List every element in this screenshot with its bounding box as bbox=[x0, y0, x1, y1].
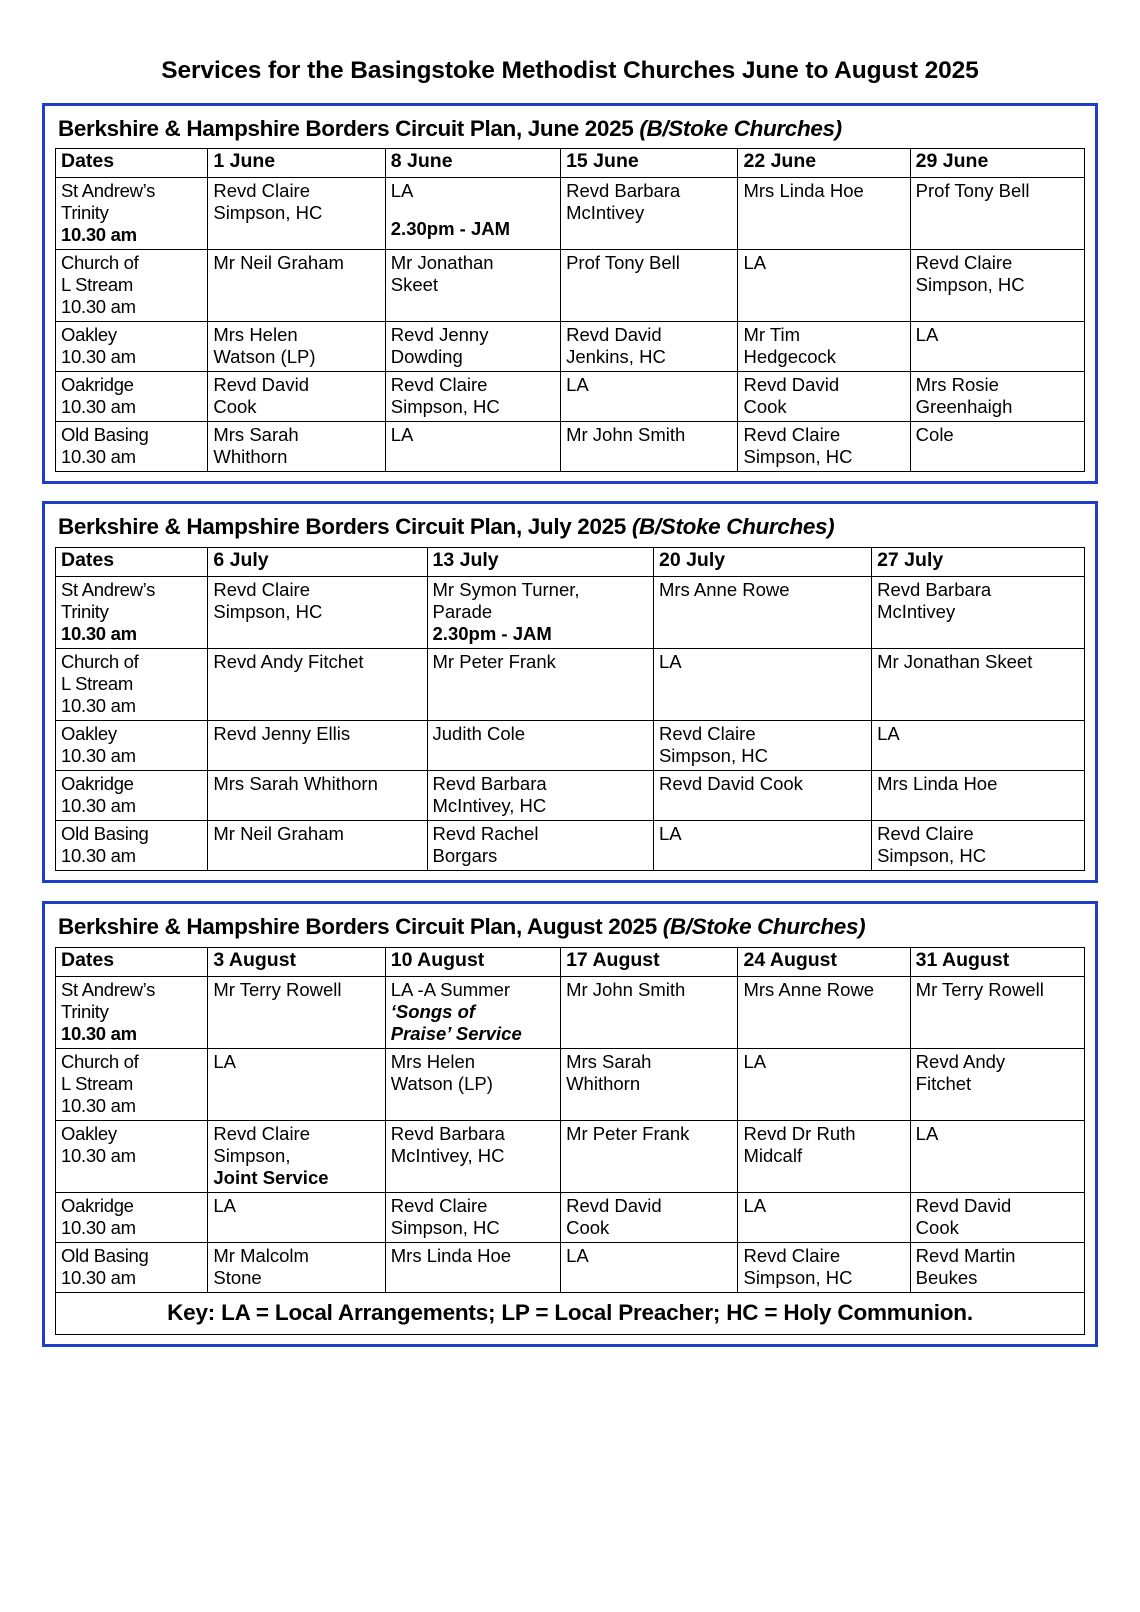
table-row bbox=[56, 1048, 1085, 1120]
service-line: Mrs Linda Hoe bbox=[877, 773, 998, 795]
table-row bbox=[56, 1120, 1085, 1192]
service-line: Mr Jonathan bbox=[390, 252, 494, 274]
service-line: Cook bbox=[743, 396, 787, 418]
service-time: 10.30 am bbox=[61, 446, 136, 468]
chapel-name-line: Church of bbox=[61, 651, 139, 673]
service-line: Dowding bbox=[390, 346, 463, 368]
service-time: 10.30 am bbox=[61, 296, 136, 318]
service-line: LA bbox=[743, 252, 767, 274]
service-line: Simpson, HC bbox=[915, 274, 1025, 296]
service-line: Skeet bbox=[390, 274, 439, 296]
panel-heading-june bbox=[55, 114, 1085, 149]
service-line: Midcalf bbox=[743, 1144, 803, 1166]
service-line: Mr Terry Rowell bbox=[915, 978, 1044, 1000]
service-cell bbox=[910, 372, 1084, 422]
service-cell bbox=[910, 422, 1084, 472]
service-line: Borgars bbox=[432, 845, 498, 867]
schedule-table-august bbox=[55, 947, 1085, 1293]
service-cell bbox=[208, 721, 427, 771]
column-header-date: 1 June bbox=[208, 149, 385, 178]
service-line: Mr Terry Rowell bbox=[213, 978, 342, 1000]
service-cell bbox=[427, 721, 653, 771]
service-line: Joint Service bbox=[213, 1166, 329, 1188]
chapel-name-line: Oakley bbox=[61, 324, 117, 346]
service-cell bbox=[561, 1048, 738, 1120]
service-time: 10.30 am bbox=[61, 795, 136, 817]
service-line: Revd Barbara bbox=[432, 773, 547, 795]
service-line: Stone bbox=[213, 1266, 262, 1288]
service-cell bbox=[653, 649, 871, 721]
service-cell bbox=[208, 422, 385, 472]
service-line: Revd Claire bbox=[213, 180, 311, 202]
service-line: Mr Jonathan Skeet bbox=[877, 651, 1033, 673]
service-time: 10.30 am bbox=[61, 1094, 136, 1116]
service-line: Revd Claire bbox=[390, 1194, 488, 1216]
service-line: Revd Barbara bbox=[877, 579, 992, 601]
service-cell bbox=[385, 976, 560, 1048]
chapel-name-line: Old Basing bbox=[61, 823, 149, 845]
service-line: McIntivey, HC bbox=[390, 1144, 505, 1166]
service-line: LA bbox=[566, 374, 589, 396]
schedule-table-june bbox=[55, 148, 1085, 472]
circuit-plan-sections bbox=[0, 103, 1140, 1347]
chapel-name-cell bbox=[56, 577, 208, 649]
service-cell bbox=[208, 250, 385, 322]
service-line: Revd Claire bbox=[213, 1122, 311, 1144]
service-line: Simpson, bbox=[213, 1144, 291, 1166]
service-cell bbox=[872, 721, 1085, 771]
service-cell bbox=[872, 771, 1085, 821]
service-time: 10.30 am bbox=[61, 695, 136, 717]
service-line: Revd Andy Fitchet bbox=[213, 651, 364, 673]
service-cell bbox=[385, 422, 560, 472]
table-row bbox=[56, 1242, 1085, 1292]
panel-heading-churches: (B/Stoke Churches) bbox=[639, 115, 842, 141]
column-header-date: 10 August bbox=[385, 947, 560, 976]
column-header-date: 15 June bbox=[561, 149, 738, 178]
service-line: Revd David bbox=[566, 324, 662, 346]
service-cell bbox=[738, 1120, 910, 1192]
service-line: Watson (LP) bbox=[390, 1072, 493, 1094]
service-line: Mr John Smith bbox=[566, 424, 686, 446]
service-line: LA bbox=[390, 424, 414, 446]
service-line: Simpson, HC bbox=[390, 396, 500, 418]
service-line: Simpson, HC bbox=[213, 202, 323, 224]
service-line: Mrs Linda Hoe bbox=[390, 1244, 512, 1266]
panel-heading-main: Berkshire & Hampshire Borders Circuit Plan, June 2025 bbox=[58, 115, 640, 141]
service-time: 10.30 am bbox=[61, 845, 136, 867]
column-header-dates: Dates bbox=[56, 149, 208, 178]
panel-heading-main: Berkshire & Hampshire Borders Circuit Plan, July 2025 bbox=[58, 514, 632, 540]
service-line: Mrs Anne Rowe bbox=[658, 579, 790, 601]
chapel-name-line: St Andrew’s bbox=[61, 579, 156, 601]
service-cell bbox=[738, 322, 910, 372]
service-line-text: LA - bbox=[390, 978, 424, 1000]
service-line: Mr Symon Turner, bbox=[432, 579, 580, 601]
service-cell bbox=[910, 178, 1084, 250]
service-cell bbox=[653, 821, 871, 871]
service-cell bbox=[872, 821, 1085, 871]
service-line: LA bbox=[658, 823, 682, 845]
service-line: Revd Barbara bbox=[390, 1122, 505, 1144]
service-line: Whithorn bbox=[213, 446, 288, 468]
chapel-name-line: Oakridge bbox=[61, 1194, 134, 1216]
service-cell bbox=[738, 178, 910, 250]
service-line: Mrs Anne Rowe bbox=[743, 978, 875, 1000]
service-line: 2.30pm - JAM bbox=[390, 218, 511, 240]
service-line: McIntivey, HC bbox=[432, 795, 547, 817]
service-line: Revd Barbara bbox=[566, 180, 681, 202]
service-line: Mrs Sarah bbox=[566, 1050, 652, 1072]
service-line: Revd Claire bbox=[915, 252, 1013, 274]
chapel-name-cell bbox=[56, 372, 208, 422]
service-cell bbox=[385, 250, 560, 322]
service-line: LA bbox=[213, 1194, 236, 1216]
service-line: Prof Tony Bell bbox=[566, 252, 680, 274]
service-cell bbox=[738, 1242, 910, 1292]
service-cell bbox=[427, 771, 653, 821]
panel-heading-churches: (B/Stoke Churches) bbox=[631, 514, 835, 540]
service-line bbox=[391, 202, 556, 218]
service-cell bbox=[385, 372, 560, 422]
service-line: LA bbox=[915, 1122, 939, 1144]
service-line: Revd Rachel bbox=[432, 823, 539, 845]
service-time: 10.30 am bbox=[61, 1266, 136, 1288]
chapel-name-cell bbox=[56, 422, 208, 472]
service-time: 10.30 am bbox=[61, 745, 136, 767]
service-cell bbox=[208, 771, 427, 821]
service-line: Revd Claire bbox=[658, 723, 756, 745]
service-time: 10.30 am bbox=[61, 1022, 137, 1044]
service-line: Mr Tim bbox=[743, 324, 800, 346]
service-cell bbox=[561, 250, 738, 322]
service-time: 10.30 am bbox=[61, 224, 137, 246]
service-line: Cook bbox=[915, 1216, 959, 1238]
service-cell bbox=[561, 372, 738, 422]
chapel-name-line: Oakley bbox=[61, 1122, 117, 1144]
service-line: LA bbox=[743, 1194, 767, 1216]
service-line: Mrs Sarah bbox=[213, 424, 299, 446]
service-line: Cole bbox=[915, 424, 954, 446]
service-line: ‘Songs of bbox=[390, 1000, 476, 1022]
service-time: 10.30 am bbox=[61, 346, 136, 368]
service-line: Revd Andy bbox=[915, 1050, 1006, 1072]
service-line: Praise’ Service bbox=[390, 1022, 522, 1044]
service-cell bbox=[910, 976, 1084, 1048]
service-cell bbox=[910, 1120, 1084, 1192]
column-header-date: 13 July bbox=[427, 548, 653, 577]
service-line: LA bbox=[566, 1244, 589, 1266]
column-header-date: 8 June bbox=[385, 149, 560, 178]
chapel-name-line: L Stream bbox=[61, 673, 133, 695]
chapel-name-cell bbox=[56, 649, 208, 721]
chapel-name-cell bbox=[56, 976, 208, 1048]
service-cell bbox=[738, 1192, 910, 1242]
chapel-name-cell bbox=[56, 771, 208, 821]
panel-heading-churches: (B/Stoke Churches) bbox=[662, 914, 866, 940]
service-cell bbox=[561, 1192, 738, 1242]
service-line: Mrs Rosie bbox=[915, 374, 999, 396]
service-cell bbox=[385, 1192, 560, 1242]
chapel-name-line: Trinity bbox=[61, 601, 109, 623]
service-line: Revd Martin bbox=[915, 1244, 1016, 1266]
chapel-name-line: Oakridge bbox=[61, 374, 134, 396]
column-header-date: 3 August bbox=[208, 947, 385, 976]
column-header-date: 6 July bbox=[208, 548, 427, 577]
service-line: LA bbox=[658, 651, 682, 673]
service-time: 10.30 am bbox=[61, 1144, 136, 1166]
chapel-name-cell bbox=[56, 721, 208, 771]
service-line: Mr Neil Graham bbox=[213, 823, 344, 845]
service-cell bbox=[561, 976, 738, 1048]
chapel-name-cell bbox=[56, 178, 208, 250]
page-title: Services for the Basingstoke Methodist Churches June to August 2025 bbox=[161, 57, 979, 84]
service-line: Mr Peter Frank bbox=[432, 651, 556, 673]
service-line: 2.30pm - JAM bbox=[432, 623, 552, 645]
table-row bbox=[56, 322, 1085, 372]
service-line: Mrs Helen bbox=[390, 1050, 476, 1072]
service-time: 10.30 am bbox=[61, 396, 136, 418]
service-line: Mrs Linda Hoe bbox=[743, 180, 864, 202]
service-cell bbox=[208, 322, 385, 372]
service-cell bbox=[653, 771, 871, 821]
chapel-name-cell bbox=[56, 1048, 208, 1120]
column-header-date: 20 July bbox=[653, 548, 871, 577]
chapel-name-line: Trinity bbox=[61, 202, 109, 224]
chapel-name-line: Old Basing bbox=[61, 424, 149, 446]
service-cell bbox=[385, 178, 560, 250]
table-header-row bbox=[56, 947, 1085, 976]
chapel-name-line: Old Basing bbox=[61, 1244, 149, 1266]
service-cell bbox=[910, 250, 1084, 322]
service-cell bbox=[910, 322, 1084, 372]
service-line: Hedgecock bbox=[743, 346, 837, 368]
chapel-name-line: L Stream bbox=[61, 274, 133, 296]
chapel-name-line: St Andrew’s bbox=[61, 978, 156, 1000]
chapel-name-line: Trinity bbox=[61, 1000, 109, 1022]
service-line: LA bbox=[877, 723, 900, 745]
service-line: Revd David bbox=[915, 1194, 1012, 1216]
panel-heading-july bbox=[55, 512, 1085, 547]
service-cell bbox=[561, 322, 738, 372]
service-line: Revd David Cook bbox=[658, 773, 803, 795]
service-cell bbox=[738, 250, 910, 322]
service-line-emphasis: A Summer bbox=[423, 978, 511, 1000]
service-cell bbox=[738, 1048, 910, 1120]
chapel-name-line: L Stream bbox=[61, 1072, 133, 1094]
service-cell bbox=[208, 976, 385, 1048]
column-header-date: 29 June bbox=[910, 149, 1084, 178]
chapel-name-cell bbox=[56, 1192, 208, 1242]
service-cell bbox=[910, 1192, 1084, 1242]
service-line: Mr John Smith bbox=[566, 978, 686, 1000]
table-row bbox=[56, 976, 1085, 1048]
service-line: Revd David bbox=[213, 374, 309, 396]
chapel-name-line: Oakley bbox=[61, 723, 117, 745]
service-line: Fitchet bbox=[915, 1072, 972, 1094]
service-time: 10.30 am bbox=[61, 1216, 136, 1238]
service-cell bbox=[208, 1192, 385, 1242]
service-cell bbox=[872, 577, 1085, 649]
column-header-dates: Dates bbox=[56, 947, 208, 976]
service-cell bbox=[208, 178, 385, 250]
service-cell bbox=[427, 821, 653, 871]
table-row bbox=[56, 577, 1085, 649]
table-row bbox=[56, 372, 1085, 422]
table-row bbox=[56, 422, 1085, 472]
chapel-name-line: Oakridge bbox=[61, 773, 134, 795]
service-cell bbox=[208, 1120, 385, 1192]
service-line: Cook bbox=[566, 1216, 610, 1238]
service-cell bbox=[385, 1242, 560, 1292]
schedule-table-july bbox=[55, 547, 1085, 871]
service-cell bbox=[208, 1242, 385, 1292]
service-cell bbox=[208, 821, 427, 871]
service-line: LA bbox=[213, 1050, 236, 1072]
service-cell bbox=[208, 577, 427, 649]
service-time: 10.30 am bbox=[61, 623, 137, 645]
panel-heading-august bbox=[55, 912, 1085, 947]
service-line: Whithorn bbox=[566, 1072, 641, 1094]
service-line: Simpson, HC bbox=[390, 1216, 500, 1238]
service-cell bbox=[561, 1120, 738, 1192]
service-line: Revd Claire bbox=[877, 823, 974, 845]
service-line: Simpson, HC bbox=[877, 845, 987, 867]
service-cell bbox=[738, 422, 910, 472]
service-line: Judith Cole bbox=[432, 723, 526, 745]
chapel-name-cell bbox=[56, 1242, 208, 1292]
service-cell bbox=[561, 422, 738, 472]
panel-heading-main: Berkshire & Hampshire Borders Circuit Plan, August 2025 bbox=[58, 914, 663, 940]
service-line: Mrs Sarah Whithorn bbox=[213, 773, 378, 795]
column-header-date: 17 August bbox=[561, 947, 738, 976]
service-cell bbox=[385, 322, 560, 372]
service-line: Prof Tony Bell bbox=[915, 180, 1030, 202]
service-cell bbox=[208, 1048, 385, 1120]
service-line: Mrs Helen bbox=[213, 324, 298, 346]
service-cell bbox=[385, 1048, 560, 1120]
service-line: Revd Claire bbox=[743, 1244, 841, 1266]
column-header-date: 24 August bbox=[738, 947, 910, 976]
chapel-name-cell bbox=[56, 322, 208, 372]
service-cell bbox=[208, 649, 427, 721]
service-cell bbox=[653, 577, 871, 649]
service-cell bbox=[653, 721, 871, 771]
service-line bbox=[391, 979, 556, 1001]
table-row bbox=[56, 1192, 1085, 1242]
chapel-name-cell bbox=[56, 250, 208, 322]
service-line: Revd David bbox=[566, 1194, 662, 1216]
table-row bbox=[56, 649, 1085, 721]
circuit-plan-panel-june bbox=[42, 103, 1098, 485]
service-line: Jenkins, HC bbox=[566, 346, 666, 368]
service-line: Simpson, HC bbox=[658, 745, 768, 767]
service-line: Greenhaigh bbox=[915, 396, 1013, 418]
service-line: Mr Neil Graham bbox=[213, 252, 344, 274]
chapel-name-cell bbox=[56, 1120, 208, 1192]
service-cell bbox=[910, 1242, 1084, 1292]
circuit-plan-panel-july bbox=[42, 501, 1098, 883]
service-cell bbox=[872, 649, 1085, 721]
service-line: Revd Jenny Ellis bbox=[213, 723, 351, 745]
service-line: Revd Dr Ruth bbox=[743, 1122, 856, 1144]
service-cell bbox=[208, 372, 385, 422]
chapel-name-line: Church of bbox=[61, 252, 139, 274]
service-line: Mr Peter Frank bbox=[566, 1122, 690, 1144]
service-line: McIntivey bbox=[566, 202, 645, 224]
service-line: Simpson, HC bbox=[213, 601, 323, 623]
service-cell bbox=[561, 1242, 738, 1292]
circuit-plan-panel-august bbox=[42, 901, 1098, 1347]
service-line: LA bbox=[915, 324, 939, 346]
service-line: Revd Claire bbox=[213, 579, 311, 601]
service-line: LA bbox=[390, 180, 414, 202]
table-row bbox=[56, 721, 1085, 771]
service-cell bbox=[427, 649, 653, 721]
chapel-name-line: Church of bbox=[61, 1050, 139, 1072]
service-cell bbox=[427, 577, 653, 649]
column-header-date: 27 July bbox=[872, 548, 1085, 577]
legend-key: Key: LA = Local Arrangements; LP = Local Preacher; HC = Holy Communion. bbox=[55, 1293, 1085, 1335]
service-line: Revd David bbox=[743, 374, 840, 396]
service-line: Revd Claire bbox=[390, 374, 488, 396]
service-line: Revd Jenny bbox=[390, 324, 489, 346]
service-line: Simpson, HC bbox=[743, 446, 853, 468]
chapel-name-line: St Andrew’s bbox=[61, 180, 156, 202]
service-line: Watson (LP) bbox=[213, 346, 316, 368]
service-cell bbox=[738, 372, 910, 422]
service-cell bbox=[385, 1120, 560, 1192]
service-cell bbox=[910, 1048, 1084, 1120]
table-row bbox=[56, 178, 1085, 250]
column-header-date: 31 August bbox=[910, 947, 1084, 976]
table-header-row bbox=[56, 548, 1085, 577]
service-line: Mr Malcolm bbox=[213, 1244, 309, 1266]
table-row bbox=[56, 250, 1085, 322]
service-line: McIntivey bbox=[877, 601, 956, 623]
service-line: Revd Claire bbox=[743, 424, 841, 446]
table-row bbox=[56, 821, 1085, 871]
service-line: Beukes bbox=[915, 1266, 978, 1288]
table-row bbox=[56, 771, 1085, 821]
chapel-name-cell bbox=[56, 821, 208, 871]
service-line: Simpson, HC bbox=[743, 1266, 853, 1288]
service-line: LA bbox=[743, 1050, 767, 1072]
column-header-date: 22 June bbox=[738, 149, 910, 178]
service-line: Cook bbox=[213, 396, 257, 418]
column-header-dates: Dates bbox=[56, 548, 208, 577]
service-cell bbox=[561, 178, 738, 250]
table-header-row bbox=[56, 149, 1085, 178]
service-cell bbox=[738, 976, 910, 1048]
service-line: Parade bbox=[432, 601, 493, 623]
